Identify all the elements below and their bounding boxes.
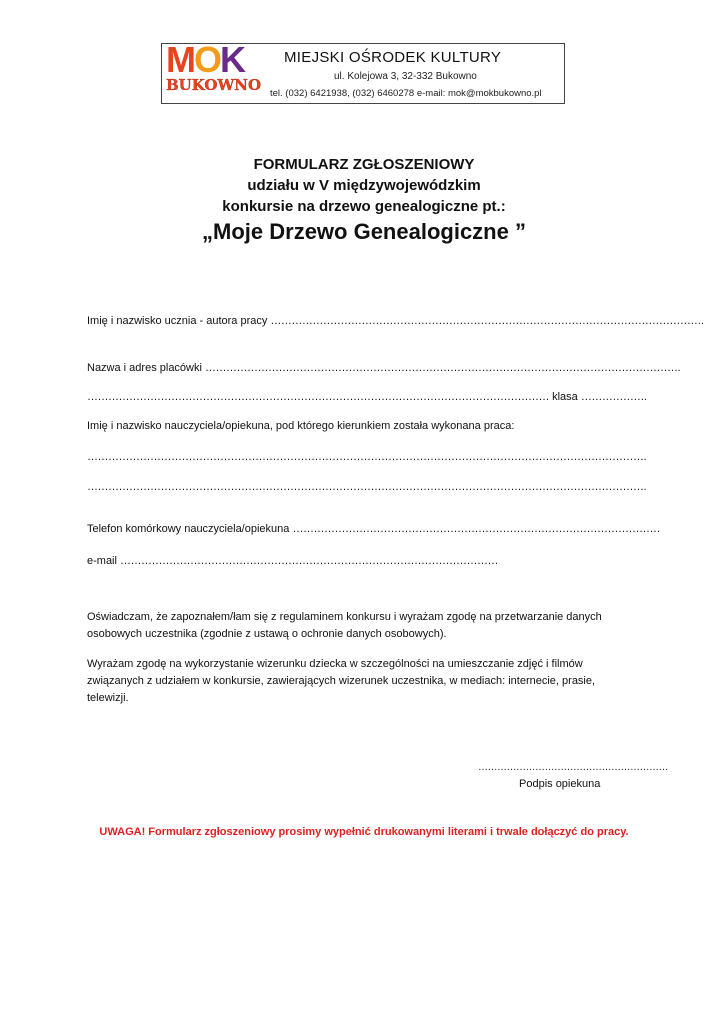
- signature-blank[interactable]: ……………………………………………………: [478, 762, 668, 773]
- phone-blank[interactable]: ……………………………………………………………………………………………: [292, 523, 660, 535]
- signature-label: Podpis opiekuna: [519, 778, 601, 790]
- organization-name: MIEJSKI OŚRODEK KULTURY: [284, 49, 502, 66]
- form-subtitle-1: udziału w V międzywojewódzkim: [247, 177, 481, 194]
- school-blank-2[interactable]: ……………………………………………………………………………………………………………………: [87, 391, 549, 403]
- teacher-label: Imię i nazwisko nauczyciela/opiekuna, pod którego kierunkiem została wykonana praca:: [87, 420, 515, 432]
- school-line-2[interactable]: [87, 391, 646, 403]
- teacher-blank-1[interactable]: …………………………………………………………………………………………………………………………………………….: [87, 451, 647, 463]
- phone-label: Telefon komórkowy nauczyciela/opiekuna: [87, 523, 290, 535]
- student-name-label: Imię i nazwisko ucznia - autora pracy: [87, 315, 268, 327]
- email-blank[interactable]: ………………………………………………………………………………………………: [120, 555, 499, 567]
- form-subtitle-2: konkursie na drzewo genealogiczne pt.:: [222, 198, 506, 215]
- student-name-blank[interactable]: …………………………………………………………………………………………………………….: [270, 315, 704, 327]
- email-label: e-mail: [87, 555, 117, 567]
- school-field[interactable]: [87, 362, 680, 374]
- school-label: Nazwa i adres placówki: [87, 362, 202, 374]
- class-blank[interactable]: ……………….: [580, 391, 647, 403]
- consent-statement-2: Wyrażam zgodę na wykorzystanie wizerunku dziecka w szczególności na umieszczanie zdjęć i filmów związanych z udziałem w konkursie, zawierających wizerunek uczestnika, w mediach: internecie, prasie, telewizji.: [87, 658, 596, 704]
- organization-contact: tel. (032) 6421938, (032) 6460278 e-mail: mok@mokbukowno.pl: [270, 88, 542, 99]
- email-field[interactable]: [87, 555, 498, 567]
- school-blank[interactable]: ……………………………………………………………………………………………………………………….: [205, 362, 681, 374]
- form-title: FORMULARZ ZGŁOSZENIOWY: [253, 156, 475, 173]
- class-label: klasa: [552, 391, 578, 403]
- warning-note: UWAGA! Formularz zgłoszeniowy prosimy wypełnić drukowanymi literami i trwale dołączyć do pracy.: [99, 826, 629, 838]
- header-box: [161, 39, 565, 104]
- mok-logo: [166, 39, 266, 100]
- student-name-field[interactable]: [87, 315, 703, 327]
- logo-top-text: MOK: [166, 39, 245, 80]
- logo-bottom-text: BUKOWNO: [166, 76, 262, 94]
- organization-address: ul. Kolejowa 3, 32-332 Bukowno: [334, 71, 477, 82]
- teacher-blank-2[interactable]: …………………………………………………………………………………………………………………………………………….: [87, 481, 647, 493]
- contest-name: „Moje Drzewo Genealogiczne ”: [202, 219, 526, 244]
- consent-statement-1: Oświadczam, że zapoznałem/łam się z regulaminem konkursu i wyrażam zgodę na przetwarzanie danych osobowych uczestnika (zgodnie z ustawą o ochronie danych osobowych).: [87, 611, 602, 640]
- phone-field[interactable]: [87, 523, 660, 535]
